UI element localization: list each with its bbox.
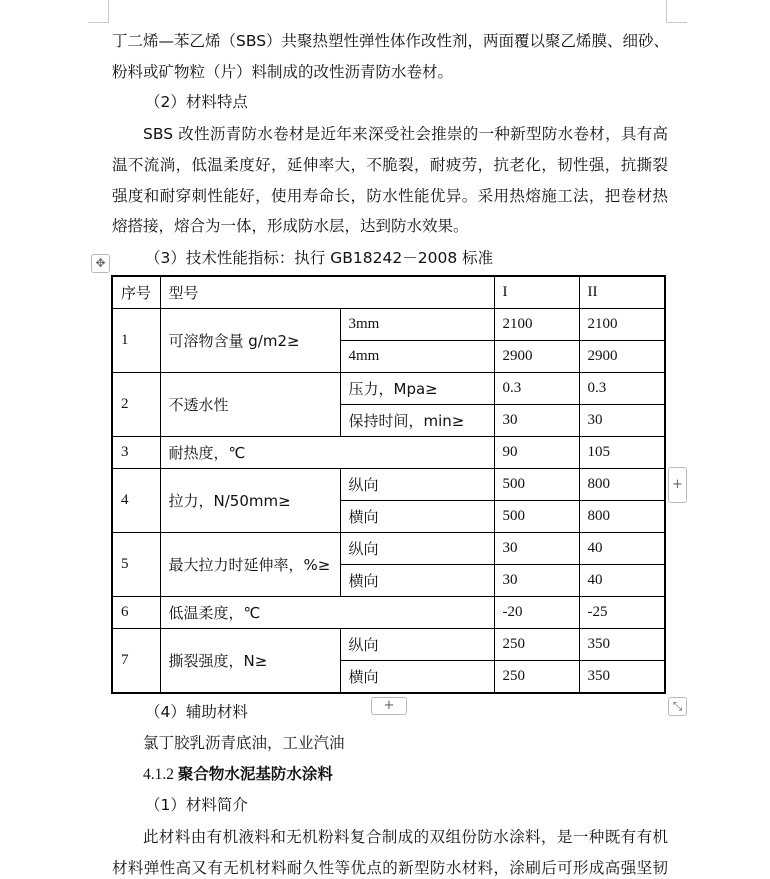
cell-grade-2[interactable]: 30 [579,405,665,437]
cell-sub[interactable]: 纵向 [340,533,494,565]
cell-grade-2[interactable]: 105 [579,437,665,469]
table-header-row [112,276,665,309]
table-row [112,533,665,565]
table-row [112,437,665,469]
paragraph-line: 氯丁胶乳沥青底油，工业汽油 [143,734,345,752]
cell-grade-1[interactable]: 2900 [494,341,579,373]
add-column-button[interactable] [668,467,687,503]
table-resize-handle[interactable] [668,697,687,716]
section-heading [143,763,333,786]
cell-sub[interactable]: 横向 [340,661,494,694]
subheading-aux: （4）辅助材料 [145,703,248,721]
cell-item[interactable]: 可溶物含量 g/m2≥ [160,309,340,373]
header-cell-grade-2[interactable]: II [579,276,665,309]
cell-grade-1[interactable]: 250 [494,661,579,694]
plus-icon: + [672,477,683,492]
cell-no[interactable]: 6 [112,597,160,629]
table-row [112,629,665,661]
cell-grade-1[interactable]: 500 [494,469,579,501]
cell-no[interactable]: 1 [112,309,160,373]
cell-item[interactable]: 最大拉力时延伸率，%≥ [160,533,340,597]
cell-sub[interactable]: 保持时间，min≥ [340,405,494,437]
cell-no[interactable]: 3 [112,437,160,469]
page-corner-mark-right [666,0,687,23]
subheading-intro: （1）材料简介 [145,796,248,814]
cell-no[interactable]: 4 [112,469,160,533]
cell-grade-1[interactable]: 30 [494,405,579,437]
cell-item[interactable]: 低温柔度，℃ [160,597,494,629]
paragraph-line: 粉料或矿物粒（片）料制成的改性沥青防水卷材。 [112,63,454,81]
table-row [112,309,665,341]
paragraph-line: 材料弹性高又有无机材料耐久性等优点的新型防水材料，涂刷后可形成高强坚韧 [112,859,668,877]
table-row [112,373,665,405]
cell-grade-2[interactable]: 40 [579,565,665,597]
cell-grade-2[interactable]: 2100 [579,309,665,341]
cell-no[interactable]: 7 [112,629,160,694]
cell-grade-2[interactable]: 800 [579,501,665,533]
diagonal-resize-icon: ⤡ [672,699,683,713]
move-arrows-icon: ✥ [95,256,106,270]
subheading-specs: （3）技术性能指标：执行 GB18242－2008 标准 [145,249,494,267]
cell-grade-2[interactable]: -25 [579,597,665,629]
cell-grade-1[interactable]: 2100 [494,309,579,341]
cell-grade-2[interactable]: 800 [579,469,665,501]
subheading-features: （2）材料特点 [145,93,248,111]
cell-sub[interactable]: 纵向 [340,629,494,661]
cell-grade-1[interactable]: 30 [494,565,579,597]
cell-sub[interactable]: 4mm [340,341,494,373]
cell-grade-1[interactable]: 90 [494,437,579,469]
add-row-button[interactable] [371,697,407,715]
table-row [112,469,665,501]
cell-item[interactable]: 拉力，N/50mm≥ [160,469,340,533]
cell-grade-2[interactable]: 350 [579,661,665,694]
cell-grade-1[interactable]: 250 [494,629,579,661]
cell-sub[interactable]: 3mm [340,309,494,341]
plus-icon: + [383,698,395,713]
cell-grade-1[interactable]: 500 [494,501,579,533]
cell-grade-2[interactable]: 350 [579,629,665,661]
cell-no[interactable]: 2 [112,373,160,437]
header-cell-type[interactable]: 型号 [160,276,494,309]
table-row [112,597,665,629]
cell-sub[interactable]: 压力，Mpa≥ [340,373,494,405]
paragraph-line: 强度和耐穿刺性能好，使用寿命长，防水性能优异。采用热熔施工法，把卷材热 [112,187,668,205]
section-title: 聚合物水泥基防水涂料 [177,765,333,783]
cell-no[interactable]: 5 [112,533,160,597]
paragraph-line: 熔搭接，熔合为一体，形成防水层，达到防水效果。 [112,217,469,235]
cell-item[interactable]: 耐热度，℃ [160,437,494,469]
cell-grade-1[interactable]: 30 [494,533,579,565]
spec-table [111,275,666,694]
cell-sub[interactable]: 纵向 [340,469,494,501]
paragraph-line: SBS 改性沥青防水卷材是近年来深受社会推崇的一种新型防水卷材，具有高 [143,125,668,143]
cell-sub[interactable]: 横向 [340,501,494,533]
paragraph-line: 温不流淌，低温柔度好，延伸率大，不脆裂，耐疲劳，抗老化，韧性强，抗撕裂 [112,156,668,174]
table-move-handle[interactable] [91,254,110,273]
cell-grade-1[interactable]: -20 [494,597,579,629]
cell-sub[interactable]: 横向 [340,565,494,597]
page-corner-mark-left [88,0,109,23]
header-cell-grade-1[interactable]: I [494,276,579,309]
cell-grade-2[interactable]: 40 [579,533,665,565]
header-cell-no[interactable]: 序号 [112,276,160,309]
section-number: 4.1.2 [143,766,178,783]
cell-grade-2[interactable]: 0.3 [579,373,665,405]
cell-item[interactable]: 撕裂强度，N≥ [160,629,340,694]
cell-item[interactable]: 不透水性 [160,373,340,437]
cell-grade-1[interactable]: 0.3 [494,373,579,405]
paragraph-line: 此材料由有机液料和无机粉料复合制成的双组份防水涂料，是一种既有有机 [143,828,668,846]
paragraph-line: 丁二烯—苯乙烯（SBS）共聚热塑性弹性体作改性剂，两面覆以聚乙烯膜、细砂、 [112,32,670,50]
cell-grade-2[interactable]: 2900 [579,341,665,373]
